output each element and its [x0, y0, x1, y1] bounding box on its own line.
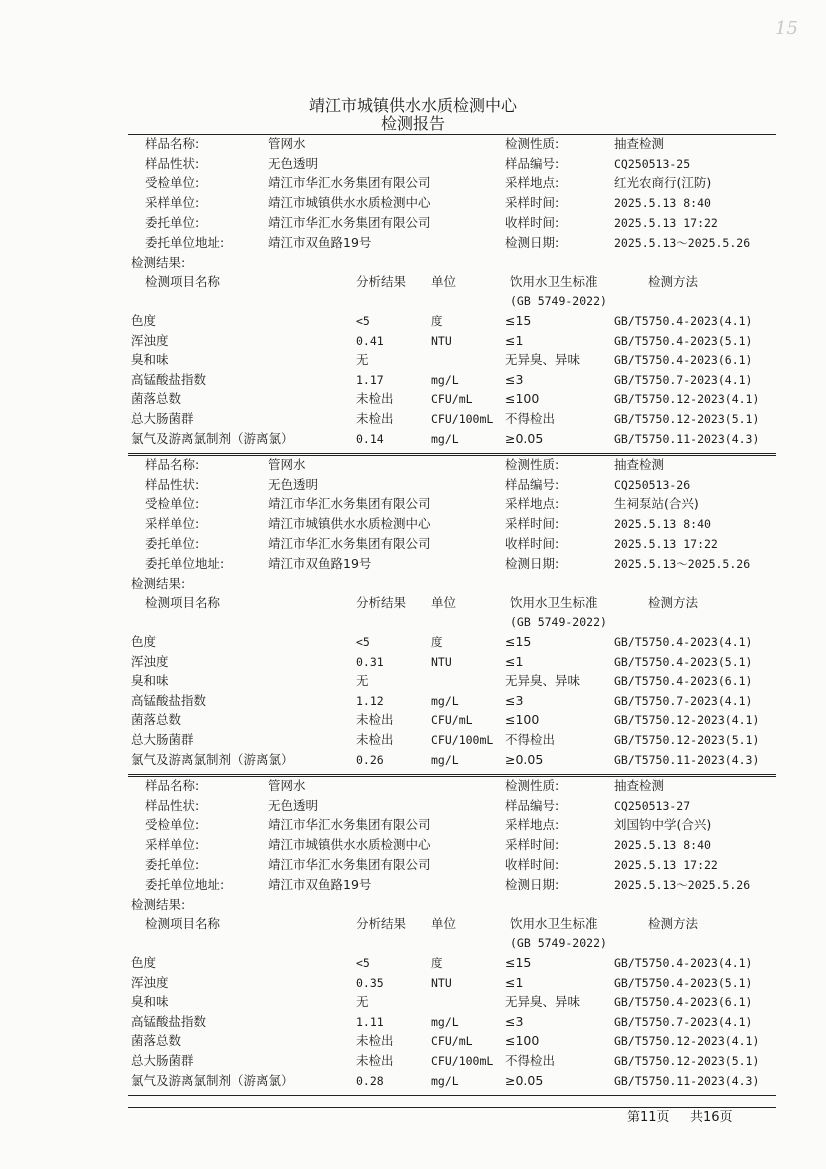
info-value: 管网水 [268, 778, 306, 793]
info-value: CQ250513-25 [614, 156, 691, 171]
info-label: 检测性质: [505, 778, 560, 793]
result-item: 臭和味 [131, 352, 169, 368]
info-value: 2025.5.13 17:22 [614, 857, 718, 872]
info-label: 样品性状: [145, 797, 200, 813]
result-unit: CFU/mL [431, 713, 473, 728]
result-item: 氯气及游离氯制剂（游离氯） [131, 751, 294, 767]
info-value: 靖江市华汇水务集团有限公司 [268, 535, 431, 551]
result-standard: ≤100 [505, 391, 540, 407]
info-value: 无色透明 [268, 155, 319, 171]
result-item: 高锰酸盐指数 [131, 1013, 207, 1029]
block-top-rule [128, 455, 776, 456]
info-label: 检测日期: [505, 234, 560, 250]
col-header-method: 检测方法 [648, 274, 699, 289]
result-unit: CFU/100mL [431, 412, 494, 426]
info-label: 收样时间: [505, 856, 560, 872]
result-method: GB/T5750.12-2023(5.1) [614, 412, 760, 426]
info-label: 样品性状: [145, 476, 200, 492]
info-value: 靖江市华汇水务集团有限公司 [268, 856, 431, 872]
col-header-method: 检测方法 [648, 595, 699, 610]
result-standard: ≤15 [505, 313, 532, 328]
col-header-standard: 饮用水卫生标准 [510, 595, 598, 610]
info-value: 2025.5.13 8:40 [614, 838, 711, 853]
result-value: 0.14 [356, 431, 384, 446]
result-item: 色度 [131, 634, 157, 649]
col-header-unit: 单位 [431, 595, 457, 610]
results-heading: 检测结果: [131, 255, 186, 270]
result-standard: 不得检出 [505, 732, 556, 747]
info-label: 采样时间: [505, 516, 560, 532]
info-label: 受检单位: [145, 175, 200, 191]
result-item: 菌落总数 [131, 391, 182, 407]
info-label: 检测日期: [505, 876, 560, 892]
info-label: 受检单位: [145, 817, 200, 833]
info-label: 收样时间: [505, 214, 560, 230]
result-item: 浑浊度 [131, 974, 169, 990]
result-item: 色度 [131, 313, 157, 328]
info-value: 2025.5.13 17:22 [614, 215, 718, 230]
info-label: 采样单位: [145, 195, 200, 211]
info-value: 无色透明 [268, 476, 319, 492]
info-value: 靖江市华汇水务集团有限公司 [268, 496, 431, 512]
result-item: 氯气及游离氯制剂（游离氯） [131, 430, 294, 446]
info-label: 采样时间: [505, 837, 560, 853]
result-standard: 不得检出 [505, 411, 556, 426]
info-label: 采样地点: [505, 175, 560, 191]
result-standard: ≤1 [505, 332, 524, 348]
info-value: 管网水 [268, 457, 306, 472]
result-value: 0.31 [356, 654, 384, 669]
info-label: 委托单位: [145, 856, 200, 872]
info-label: 检测性质: [505, 457, 560, 472]
info-value: 抽查检测 [614, 457, 665, 472]
result-method: GB/T5750.4-2023(5.1) [614, 333, 753, 348]
info-label: 检测日期: [505, 555, 560, 571]
result-item: 浑浊度 [131, 653, 169, 669]
result-unit: CFU/100mL [431, 733, 494, 747]
result-method: GB/T5750.12-2023(5.1) [614, 1054, 760, 1068]
corner-pencil-mark: 15 [775, 18, 798, 39]
result-item: 菌落总数 [131, 1033, 182, 1049]
info-value: 2025.5.13 8:40 [614, 196, 711, 211]
result-method: GB/T5750.7-2023(4.1) [614, 372, 753, 387]
info-value: CQ250513-26 [614, 477, 691, 492]
result-standard: 无异臭、异味 [505, 352, 581, 368]
result-value: 无 [356, 352, 369, 368]
result-standard: ≤3 [505, 371, 524, 387]
result-unit: CFU/mL [431, 1034, 473, 1049]
result-value: 0.26 [356, 752, 384, 767]
result-value: 未检出 [356, 1033, 394, 1049]
result-method: GB/T5750.4-2023(5.1) [614, 975, 753, 990]
result-standard: ≤100 [505, 712, 540, 728]
footer-rule [128, 1107, 776, 1108]
result-method: GB/T5750.7-2023(4.1) [614, 1014, 753, 1029]
result-method: GB/T5750.12-2023(5.1) [614, 733, 760, 747]
info-value: 靖江市华汇水务集团有限公司 [268, 817, 431, 833]
col-header-method: 检测方法 [648, 916, 699, 931]
result-value: 1.11 [356, 1014, 384, 1029]
result-item: 高锰酸盐指数 [131, 692, 207, 708]
result-standard: ≤1 [505, 653, 524, 669]
info-value: 2025.5.13～2025.5.26 [614, 556, 751, 571]
result-standard: ≤1 [505, 974, 524, 990]
result-method: GB/T5750.4-2023(6.1) [614, 995, 753, 1010]
info-label: 委托单位: [145, 535, 200, 551]
result-unit: NTU [431, 975, 452, 990]
col-header-result: 分析结果 [356, 274, 407, 289]
result-standard: 无异臭、异味 [505, 673, 581, 689]
col-header-result: 分析结果 [356, 916, 407, 931]
results-heading: 检测结果: [131, 576, 186, 591]
report-title: 检测报告 [380, 114, 445, 133]
result-method: GB/T5750.4-2023(6.1) [614, 353, 753, 368]
result-method: GB/T5750.12-2023(4.1) [614, 713, 760, 728]
info-value: 红光农商行(江防) [614, 175, 712, 191]
result-item: 臭和味 [131, 994, 169, 1010]
result-value: 未检出 [356, 712, 394, 728]
result-standard: ≥0.05 [505, 751, 544, 767]
result-standard: ≤3 [505, 692, 524, 708]
info-value: 靖江市华汇水务集团有限公司 [268, 175, 431, 191]
info-label: 收样时间: [505, 535, 560, 551]
info-value: 刘国钧中学(合兴) [614, 817, 712, 833]
info-label: 委托单位地址: [145, 876, 225, 892]
result-standard: ≥0.05 [505, 430, 544, 446]
results-heading: 检测结果: [131, 897, 186, 912]
info-label: 样品名称: [145, 457, 200, 472]
block-top-rule [128, 134, 776, 135]
page-number: 第11页 [627, 1110, 670, 1125]
info-value: 2025.5.13 8:40 [614, 517, 711, 532]
report-org-title: 靖江市城镇供水水质检测中心 [308, 96, 517, 115]
info-value: 2025.5.13～2025.5.26 [614, 877, 751, 892]
result-unit: NTU [431, 654, 452, 669]
col-header-standard: 饮用水卫生标准 [510, 916, 598, 931]
result-value: 无 [356, 994, 369, 1010]
info-label: 样品编号: [505, 476, 560, 492]
info-label: 采样地点: [505, 496, 560, 512]
result-value: 0.35 [356, 975, 384, 990]
result-method: GB/T5750.4-2023(4.1) [614, 635, 753, 649]
result-item: 氯气及游离氯制剂（游离氯） [131, 1072, 294, 1088]
result-value: 0.41 [356, 333, 384, 348]
block-bottom-rule [128, 774, 776, 775]
result-item: 臭和味 [131, 673, 169, 689]
info-label: 样品编号: [505, 797, 560, 813]
col-header-standard-code: (GB 5749-2022) [510, 615, 607, 629]
col-header-unit: 单位 [431, 274, 457, 289]
info-value: 2025.5.13～2025.5.26 [614, 235, 751, 250]
result-unit: 度 [431, 314, 443, 328]
result-unit: mg/L [431, 752, 459, 767]
col-header-item: 检测项目名称 [145, 916, 221, 931]
info-label: 样品名称: [145, 778, 200, 793]
info-value: CQ250513-27 [614, 798, 691, 813]
result-item: 总大肠菌群 [131, 411, 194, 426]
info-label: 采样单位: [145, 837, 200, 853]
result-method: GB/T5750.4-2023(6.1) [614, 674, 753, 689]
result-method: GB/T5750.11-2023(4.3) [614, 431, 760, 446]
block-bottom-rule [128, 1095, 776, 1096]
info-value: 无色透明 [268, 797, 319, 813]
info-label: 受检单位: [145, 496, 200, 512]
result-method: GB/T5750.4-2023(4.1) [614, 956, 753, 970]
col-header-standard-code: (GB 5749-2022) [510, 294, 607, 308]
result-unit: CFU/mL [431, 392, 473, 407]
result-value: 未检出 [356, 391, 394, 407]
page-total: 共16页 [690, 1110, 733, 1125]
result-method: GB/T5750.11-2023(4.3) [614, 1073, 760, 1088]
info-value: 靖江市城镇供水水质检测中心 [268, 516, 431, 532]
result-method: GB/T5750.12-2023(4.1) [614, 392, 760, 407]
result-item: 色度 [131, 955, 157, 970]
result-value: 未检出 [356, 732, 394, 747]
result-unit: 度 [431, 956, 443, 970]
result-unit: mg/L [431, 372, 459, 387]
result-standard: ≥0.05 [505, 1072, 544, 1088]
result-item: 总大肠菌群 [131, 732, 194, 747]
result-method: GB/T5750.11-2023(4.3) [614, 752, 760, 767]
result-value: <5 [356, 956, 370, 970]
result-item: 总大肠菌群 [131, 1053, 194, 1068]
info-label: 委托单位地址: [145, 234, 225, 250]
info-value: 2025.5.13 17:22 [614, 536, 718, 551]
result-value: <5 [356, 314, 370, 328]
info-label: 采样时间: [505, 195, 560, 211]
info-label: 采样单位: [145, 516, 200, 532]
info-label: 样品名称: [145, 136, 200, 151]
result-unit: mg/L [431, 693, 459, 708]
result-value: 0.28 [356, 1073, 384, 1088]
result-unit: mg/L [431, 1073, 459, 1088]
block-bottom-rule [128, 453, 776, 454]
result-standard: ≤100 [505, 1033, 540, 1049]
result-item: 菌落总数 [131, 712, 182, 728]
info-label: 采样地点: [505, 817, 560, 833]
col-header-item: 检测项目名称 [145, 274, 221, 289]
result-item: 浑浊度 [131, 332, 169, 348]
result-standard: ≤15 [505, 634, 532, 649]
info-label: 委托单位: [145, 214, 200, 230]
info-value: 靖江市双鱼路19号 [268, 234, 372, 250]
col-header-standard: 饮用水卫生标准 [510, 274, 598, 289]
result-standard: ≤15 [505, 955, 532, 970]
info-value: 靖江市城镇供水水质检测中心 [268, 837, 431, 853]
result-value: <5 [356, 635, 370, 649]
info-value: 靖江市城镇供水水质检测中心 [268, 195, 431, 211]
result-value: 未检出 [356, 1053, 394, 1068]
result-standard: 不得检出 [505, 1053, 556, 1068]
col-header-item: 检测项目名称 [145, 595, 221, 610]
info-value: 靖江市华汇水务集团有限公司 [268, 214, 431, 230]
info-label: 样品编号: [505, 155, 560, 171]
info-value: 抽查检测 [614, 778, 665, 793]
block-top-rule [128, 776, 776, 777]
result-unit: NTU [431, 333, 452, 348]
col-header-standard-code: (GB 5749-2022) [510, 936, 607, 950]
info-label: 样品性状: [145, 155, 200, 171]
info-value: 靖江市双鱼路19号 [268, 876, 372, 892]
result-value: 1.12 [356, 693, 384, 708]
result-value: 无 [356, 673, 369, 689]
result-method: GB/T5750.7-2023(4.1) [614, 693, 753, 708]
result-unit: CFU/100mL [431, 1054, 494, 1068]
result-value: 未检出 [356, 411, 394, 426]
info-label: 检测性质: [505, 136, 560, 151]
info-value: 抽查检测 [614, 136, 665, 151]
result-unit: mg/L [431, 431, 459, 446]
result-standard: 无异臭、异味 [505, 994, 581, 1010]
info-value: 靖江市双鱼路19号 [268, 555, 372, 571]
result-method: GB/T5750.12-2023(4.1) [614, 1034, 760, 1049]
result-method: GB/T5750.4-2023(4.1) [614, 314, 753, 328]
info-value: 生祠泵站(合兴) [614, 496, 699, 512]
result-item: 高锰酸盐指数 [131, 371, 207, 387]
result-unit: 度 [431, 635, 443, 649]
result-standard: ≤3 [505, 1013, 524, 1029]
result-unit: mg/L [431, 1014, 459, 1029]
col-header-result: 分析结果 [356, 595, 407, 610]
result-value: 1.17 [356, 372, 384, 387]
info-label: 委托单位地址: [145, 555, 225, 571]
info-value: 管网水 [268, 136, 306, 151]
col-header-unit: 单位 [431, 916, 457, 931]
result-method: GB/T5750.4-2023(5.1) [614, 654, 753, 669]
